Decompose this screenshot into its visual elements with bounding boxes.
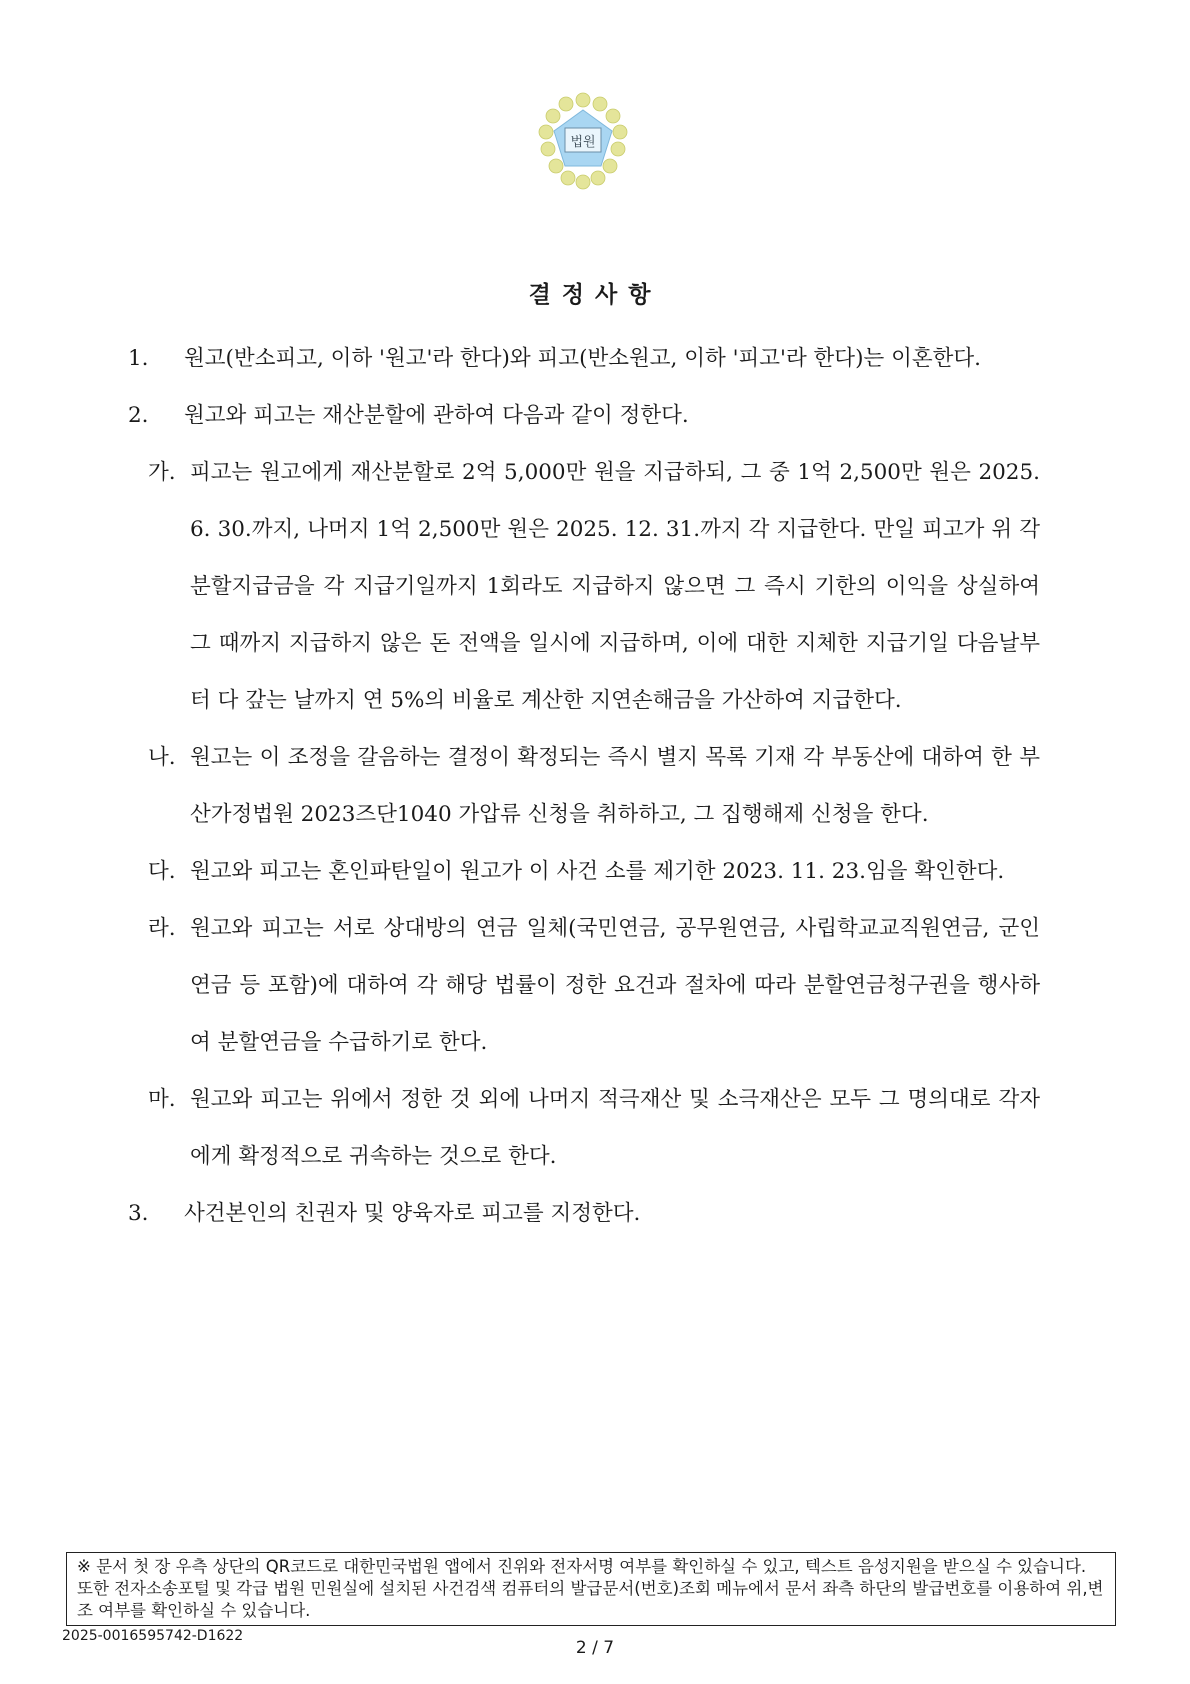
page-title: 결정사항 [528,282,662,308]
subitem-number: 가. [148,460,176,485]
decision-item-2 [128,387,1040,444]
page-number: 2 / 7 [575,1638,615,1658]
decision-subitem-ga [128,444,1040,729]
subitem-text: 원고와 피고는 위에서 정한 것 외에 나머지 적극재산 및 소극재산은 모두 그 명의대로 각자에게 확정적으로 귀속하는 것으로 한다. [190,1087,1040,1169]
item-number: 1. [128,346,149,371]
item-text: 사건본인의 친권자 및 양육자로 피고를 지정한다. [184,1201,641,1226]
subitem-number: 마. [148,1087,176,1112]
subitem-text: 원고는 이 조정을 갈음하는 결정이 확정되는 즉시 별지 목록 기재 각 부동산에 대하여 한 부산가정법원 2023즈단1040 가압류 신청을 취하하고, 그 집행해제 신청을 한다. [190,745,1040,827]
court-emblem [528,86,638,196]
decision-body [128,330,1040,1242]
decision-subitem-na [128,729,1040,843]
subitem-text: 피고는 원고에게 재산분할로 2억 5,000만 원을 지급하되, 그 중 1억 2,500만 원은 2025. 6. 30.까지, 나머지 1억 2,500만 원은 2025. 12. 31.까지 각 지급한다. 만일 피고가 위 각 분할지급금을 각 지급기일까지 1회라도 지급하지 않으면 그 즉시 기한의 이익을 상실하여 그 때까지 지급하지 않은 돈 전액을 일시에 지급하며, 이에 대한 지체한 지급기일 다음날부터 다 갚는 날까지 연 5%의 비율로 계산한 지연손해금을 가산하여 지급한다. [190,460,1040,713]
verification-notice: ※ 문서 첫 장 우측 상단의 QR코드로 대한민국법원 앱에서 진위와 전자서명 여부를 확인하실 수 있고, 텍스트 음성지원을 받으실 수 있습니다. 또한 전자소송포털 및 각급 법원 민원실에 설치된 사건검색 컴퓨터의 발급문서(번호)조회 메뉴에서 문서 좌측 하단의 발급번호를 이용하여 위,변조 여부를 확인하실 수 있습니다. [66,1552,1116,1626]
decision-subitem-ra [128,900,1040,1071]
item-number: 3. [128,1201,149,1226]
decision-item-3 [128,1185,1040,1242]
subitem-text: 원고와 피고는 혼인파탄일이 원고가 이 사건 소를 제기한 2023. 11. 23.임을 확인한다. [190,859,1005,884]
subitem-number: 라. [148,916,176,941]
item-text: 원고와 피고는 재산분할에 관하여 다음과 같이 정한다. [184,403,689,428]
subitem-text: 원고와 피고는 서로 상대방의 연금 일체(국민연금, 공무원연금, 사립학교교직원연금, 군인연금 등 포함)에 대하여 각 해당 법률이 정한 요건과 절차에 따라 분할연금청구권을 행사하여 분할연금을 수급하기로 한다. [190,916,1040,1055]
subitem-number: 다. [148,859,176,884]
item-number: 2. [128,403,149,428]
emblem-label: 법원 [570,135,596,150]
decision-subitem-ma [128,1071,1040,1185]
item-text: 원고(반소피고, 이하 '원고'라 한다)와 피고(반소원고, 이하 '피고'라 한다)는 이혼한다. [184,346,981,371]
issuance-number: 2025-0016595742-D1622 [62,1628,244,1644]
decision-subitem-da [128,843,1040,900]
subitem-number: 나. [148,745,176,770]
decision-item-1 [128,330,1040,387]
